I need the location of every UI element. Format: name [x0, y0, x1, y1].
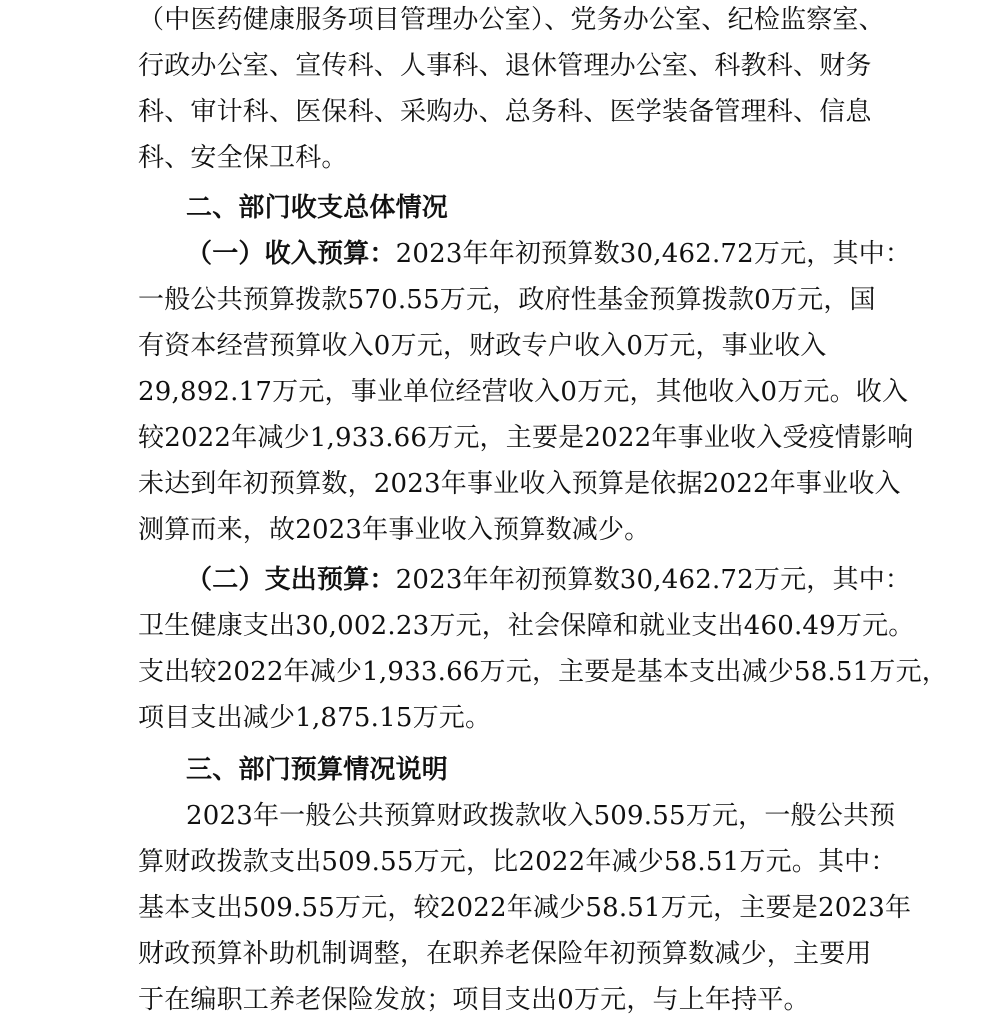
- section3-line-2: 算财政拨款支出509.55万元，比2022年减少58.51万元。其中：: [138, 847, 897, 877]
- expense-text-1: 2023年年初预算数30,462.72万元，其中：: [395, 565, 912, 595]
- income-text-1: 2023年年初预算数30,462.72万元，其中：: [395, 239, 912, 269]
- section3-line-5: 于在编职工养老保险发放；项目支出0万元，与上年持平。: [138, 985, 810, 1015]
- income-line-1: [186, 239, 911, 269]
- body-line-2: 行政办公室、宣传科、人事科、退休管理办公室、科教科、财务: [138, 51, 872, 81]
- section-heading-3: 三、部门预算情况说明: [186, 755, 449, 785]
- expense-line-1: [186, 565, 911, 595]
- expense-line-3: 支出较2022年减少1,933.66万元，主要是基本支出减少58.51万元，: [138, 657, 948, 687]
- income-line-3: 有资本经营预算收入0万元，财政专户收入0万元，事业收入: [138, 331, 827, 361]
- body-line-4: 科、安全保卫科。: [138, 143, 348, 173]
- section3-line-1: 2023年一般公共预算财政拨款收入509.55万元，一般公共预: [186, 801, 896, 831]
- income-line-6: 未达到年初预算数，2023年事业收入预算是依据2022年事业收入: [138, 469, 901, 499]
- income-line-7: 测算而来，故2023年事业收入预算数减少。: [138, 515, 651, 545]
- section-heading-2: 二、部门收支总体情况: [186, 193, 449, 223]
- income-line-5: 较2022年减少1,933.66万元，主要是2022年事业收入受疫情影响: [138, 423, 914, 453]
- income-line-2: 一般公共预算拨款570.55万元，政府性基金预算拨款0万元，国: [138, 285, 876, 315]
- section3-line-3: 基本支出509.55万元，较2022年减少58.51万元，主要是2023年: [138, 893, 912, 923]
- section3-line-4: 财政预算补助机制调整，在职养老保险年初预算数减少，主要用: [138, 939, 872, 969]
- body-line-3: 科、审计科、医保科、采购办、总务科、医学装备管理科、信息: [138, 97, 872, 127]
- expense-line-4: 项目支出减少1,875.15万元。: [138, 703, 492, 733]
- income-label: （一）收入预算：: [186, 239, 396, 269]
- expense-line-2: 卫生健康支出30,002.23万元，社会保障和就业支出460.49万元。: [138, 611, 915, 641]
- body-line-1: （中医药健康服务项目管理办公室）、党务办公室、纪检监察室、: [138, 5, 885, 35]
- income-line-4: 29,892.17万元，事业单位经营收入0万元，其他收入0万元。收入: [138, 377, 909, 407]
- expense-label: （二）支出预算：: [186, 565, 396, 595]
